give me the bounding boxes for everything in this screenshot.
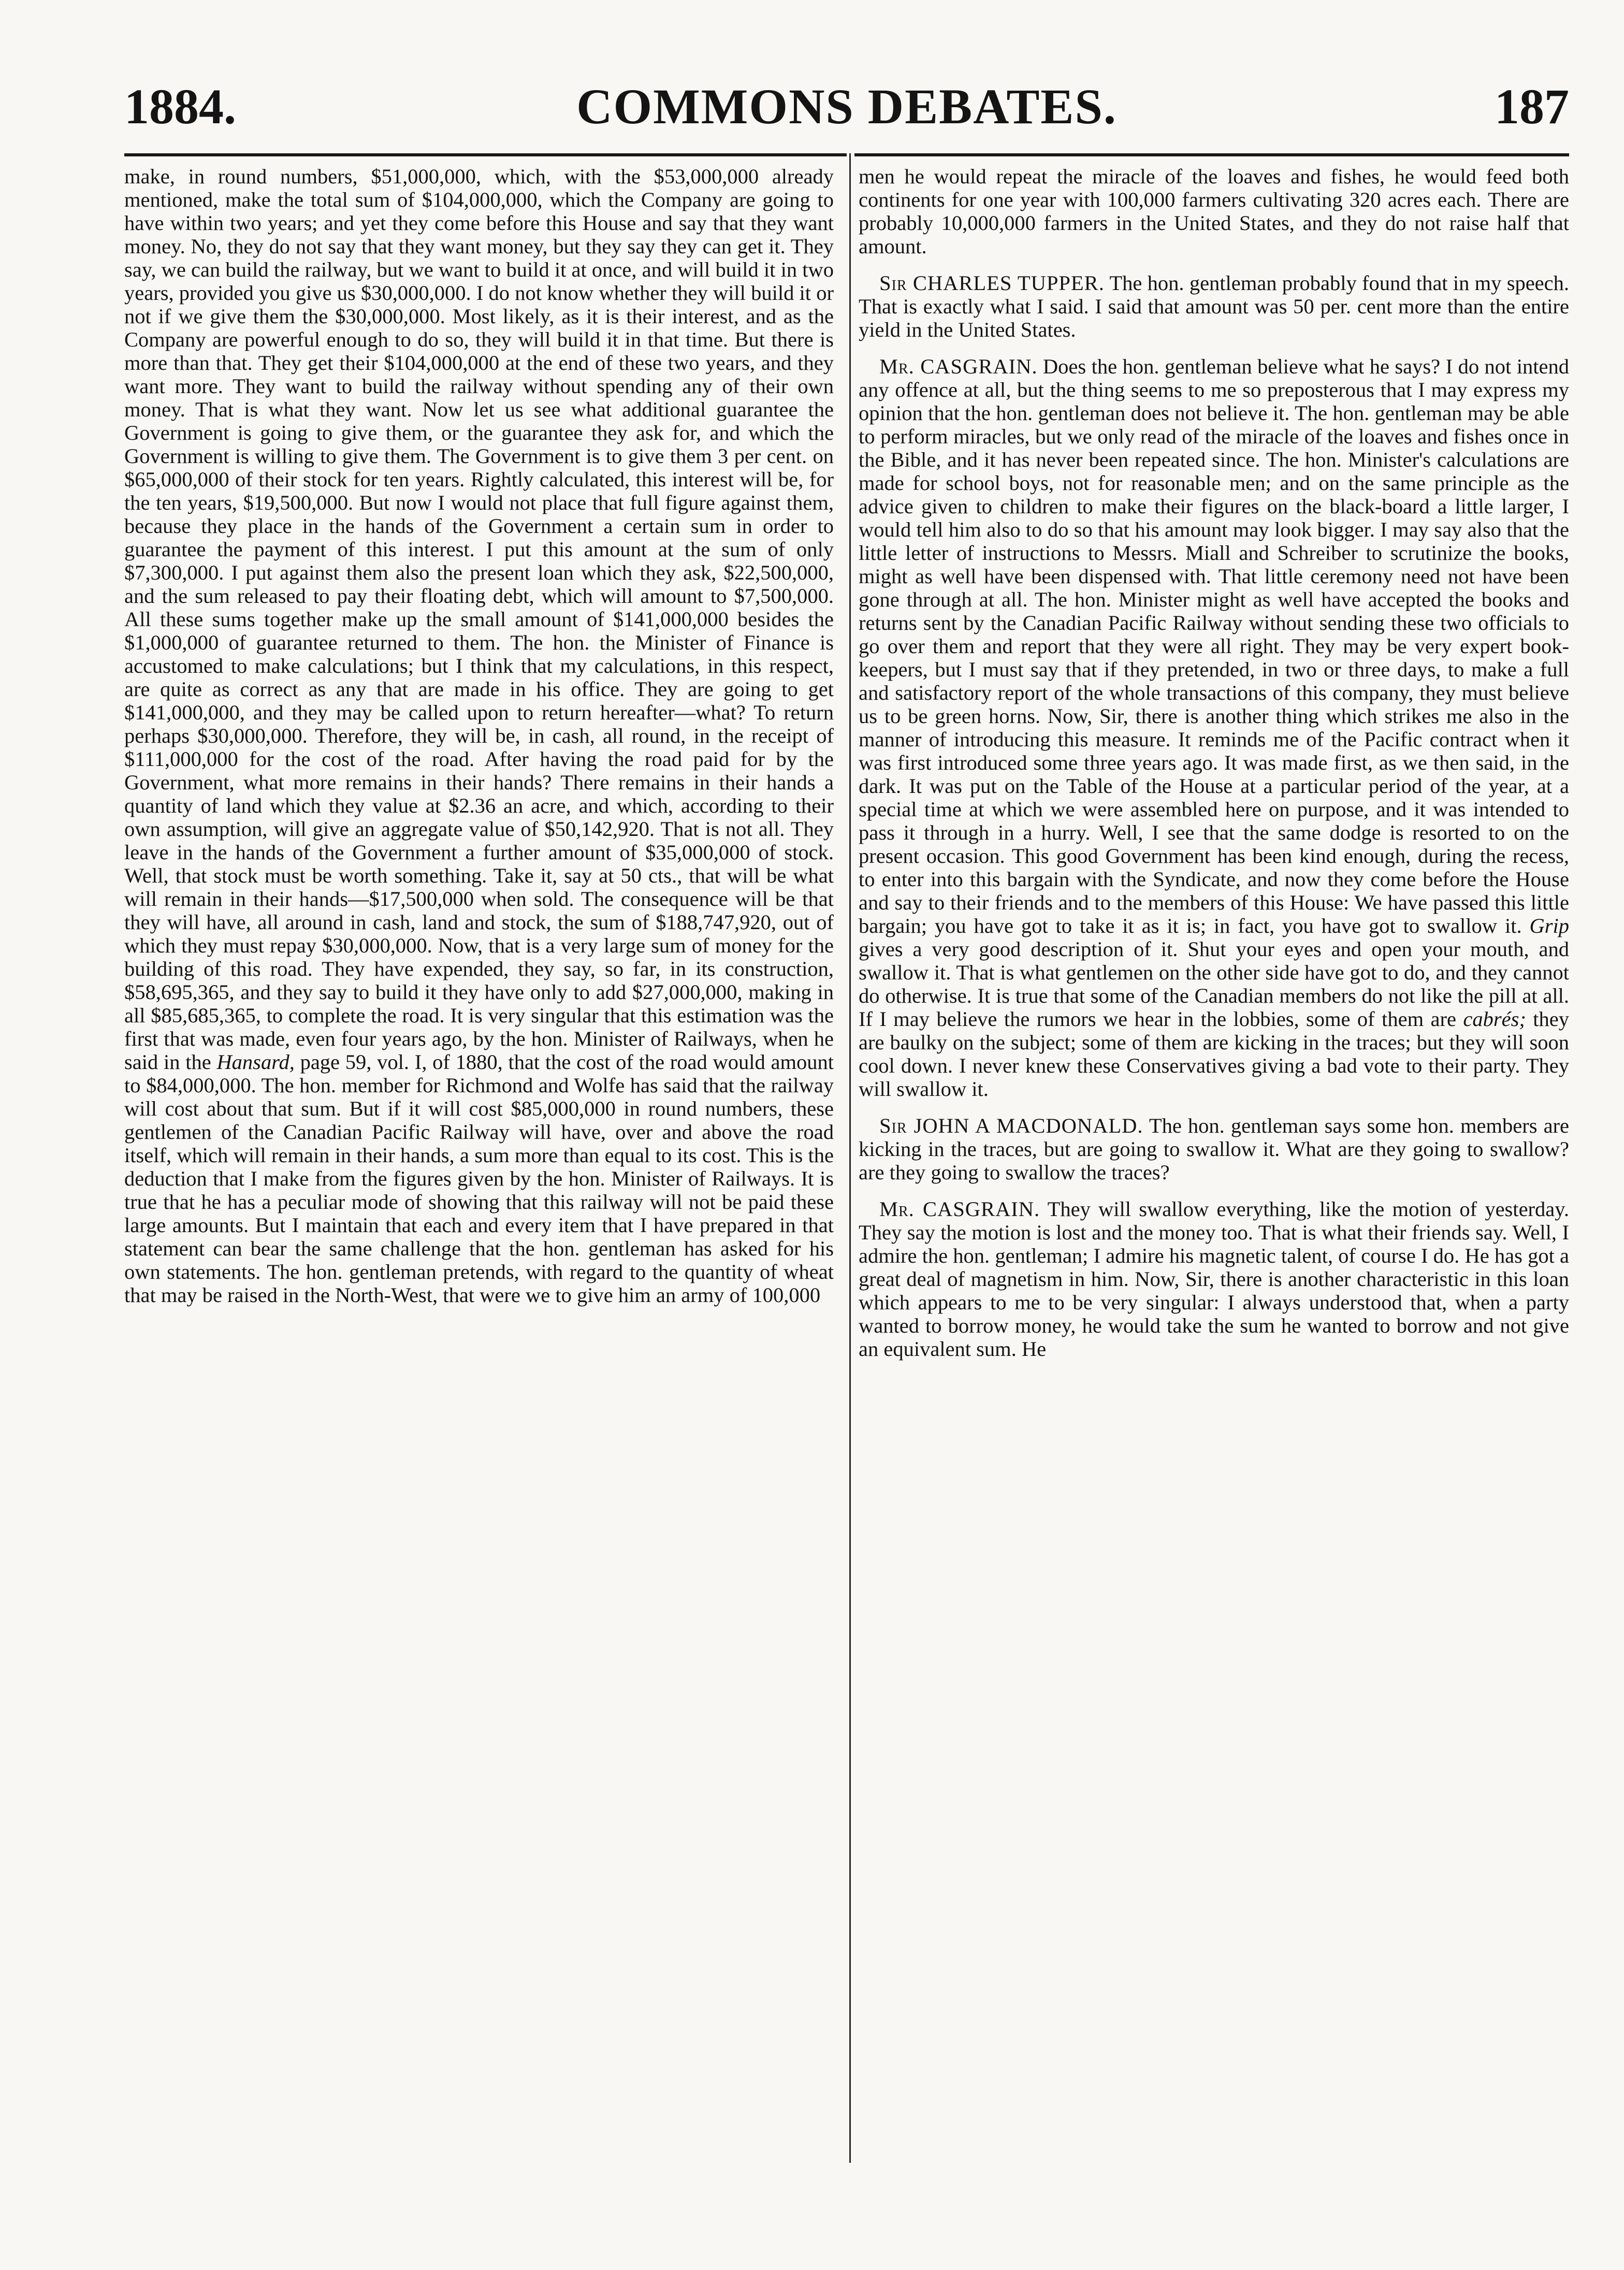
- right-paragraph-continued: men he would repeat the miracle of the loaves and fishes, he would feed both continents for one year with 100,000 farmers cultivating 320 acres each. There are probably 10,000,000 farmers in the United States, and they do not raise half that amount.: [859, 165, 1569, 258]
- header-rule-right: [854, 153, 1569, 156]
- page-number: 187: [1495, 79, 1569, 134]
- header-title: COMMONS DEBATES.: [576, 79, 1117, 134]
- speech-tupper: [859, 271, 1569, 341]
- speaker-name: Mr. CASGRAIN.: [879, 355, 1038, 378]
- speech-text: gives a very good description of it. Shut your eyes and open your mouth, and swallow it. That is what gentlemen on the other side have got to do, and they cannot do otherwise. It is true that some of the Canadian members do not like the pill at all. If I may believe the rumors we hear in the lobbies, some of them are: [859, 937, 1569, 1031]
- left-paragraph: [124, 165, 834, 1307]
- cabres-italic: cabrés;: [1463, 1007, 1526, 1031]
- speaker-name: Mr. CASGRAIN.: [879, 1197, 1040, 1221]
- right-column: [859, 165, 1569, 1361]
- speech-text: they are baulky on the subject; some of them are kicking in the traces; but they will soon cool down. I never knew these Conservatives giving a bad vote to their party. They will swallow it.: [859, 1007, 1569, 1101]
- column-divider: [849, 153, 851, 2163]
- speaker-name: Sir JOHN A MACDONALD.: [879, 1114, 1143, 1137]
- speech-text: Does the hon. gentleman believe what he says? I do not intend any offence at all, but the thing seems to me so preposterous that I may express my opinion that the hon. gentleman does not believe it. The hon. gentleman may be able to perform miracles, but we only read of the miracle of the loaves and fishes once in the Bible, and it has never been repeated since. The hon. Minister's calculations are made for school boys, not for reasonable men; and on the same principle as the advice given to children to make their figures on the black-board a little larger, I would tell him also to do so that his amount may look bigger. I may say also that the little letter of instructions to Messrs. Miall and Schreiber to scrutinize the books, might as well have been dispensed with. That little ceremony need not have been gone through at all. The hon. Minister might as well have accepted the books and returns sent by the Canadian Pacific Railway without sending these two officials to go over them and report that they were all right. They may be very expert book-keepers, but I must say that if they pretended, in two or three days, to make a full and satisfactory report of the whole transactions of this company, they must believe us to be green horns. Now, Sir, there is another thing which strikes me also in the manner of introducing this measure. It reminds me of the Pacific contract when it was first introduced some three years ago. It was made first, as we then said, in the dark. It was put on the Table of the House at a particular period of the year, at a special time at which we were assembled here on purpose, and it was intended to pass it through in a hurry. Well, I see that the same dodge is resorted to on the present occasion. This good Government has been kind enough, during the recess, to enter into this bargain with the Syndicate, and now they come before the House and say to their friends and to the members of this House: We have passed this little bargain; you have got to take it as it is; in fact, you have got to swallow it.: [859, 355, 1569, 937]
- speech-text: The hon. gentleman probably found that in my speech. That is exactly what I said. I said that amount was 50 per. cent more than the entire yield in the United States.: [859, 271, 1570, 341]
- speech-macdonald: [859, 1114, 1569, 1184]
- left-text-b: page 59, vol. I, of 1880, that the cost of the road would amount to $84,000,000. The hon. member for Richmond and Wolfe has said that the railway will cost about that sum. But if it will cost $85,000,000 in round numbers, these gentlemen of the Canadian Pacific Railway will have, over and above the road itself, which will remain in their hands, a sum more than equal to its cost. This is the deduction that I make from the figures given by the hon. Minister of Railways. It is true that he has a peculiar mode of showing that this railway will not be paid these large amounts. But I maintain that each and every item that I have prepared in that statement can bear the same challenge that the hon. gentleman has asked for his own statements. The hon. gentleman pretends, with regard to the quantity of wheat that may be raised in the North-West, that were we to give him an army of 100,000: [124, 1050, 834, 1307]
- speech-casgrain-2: [859, 1197, 1569, 1361]
- speech-text: They will swallow everything, like the motion of yesterday. They say the motion is lost and the money too. That is what their friends say. Well, I admire the hon. gentleman; I admire his magnetic talent, of course I do. He has got a great deal of magnetism in him. Now, Sir, there is another characteristic in this loan which appears to me to be very singular: I always understood that, when a party wanted to borrow money, he would take the sum he wanted to borrow and not give an equivalent sum. He: [859, 1197, 1569, 1361]
- page-header: [124, 78, 1569, 145]
- grip-italic: Grip: [1529, 914, 1569, 937]
- header-year: 1884.: [124, 79, 236, 134]
- header-rule-left: [124, 153, 847, 156]
- speech-text: The hon. gentleman says some hon. members are kicking in the traces, but are going to swallow it. What are they going to swallow? are they going to swallow the traces?: [859, 1114, 1570, 1184]
- speech-casgrain-1: [859, 355, 1569, 1101]
- left-column: [124, 165, 834, 1307]
- hansard-italic: Hansard,: [216, 1050, 295, 1074]
- left-text-a: make, in round numbers, $51,000,000, which, with the $53,000,000 already mentioned, make the total sum of $104,000,000, which the Company are going to have within two years; and yet they come before this House and say that they want money. No, they do not say that they want money, but they say they can get it. They say, we can build the railway, but we want to build it at once, and will build it in two years, provided you give us $30,000,000. I do not know whether they will build it or not if we give them the $30,000,000. Most likely, as it is their interest, and as the Company are powerful enough to do so, they will build it in that time. But there is more than that. They get their $104,000,000 at the end of these two years, and they want more. They want to build the railway without spending any of their own money. That is what they want. Now let us see what additional guarantee the Government is going to give them, or the guarantee they ask for, and which the Government is willing to give them. The Government is to give them 3 per cent. on $65,000,000 of their stock for ten years. Rightly calculated, this interest will be, for the ten years, $19,500,000. But now I would not place that full figure against them, because they place in the hands of the Government a certain sum in order to guarantee the payment of this interest. I put this amount at the sum of only $7,300,000. I put against them also the present loan which they ask, $22,500,000, and the sum released to pay their floating debt, which will amount to $7,500,000. All these sums together make up the small amount of $141,000,000 besides the $1,000,000 of guarantee returned to them. The hon. the Minister of Finance is accustomed to make calculations; but I think that my calculations, in this respect, are quite as correct as any that are made in his office. They are going to get $141,000,000, and they may be called upon to return hereafter—what? To return perhaps $30,000,000. Therefore, they will be, in cash, all round, in the receipt of $111,000,000 for the cost of the road. After having the road paid for by the Government, what more remains in their hands? There remains in their hands a quantity of land which they value at $2.36 an acre, and which, according to their own assumption, will give an aggregate value of $50,142,920. That is not all. They leave in the hands of the Government a further amount of $35,000,000 of stock. Well, that stock must be worth something. Take it, say at 50 cts., that will be what will remain in their hands—$17,500,000 when sold. The consequence will be that they will have, all around in cash, land and stock, the sum of $188,747,920, out of which they must repay $30,000,000. Now, that is a very large sum of money for the building of this road. They have expended, they say, so far, in its construction, $58,695,365, and they say to build it they have only to add $27,000,000, making in all $85,685,365, to complete the road. It is very singular that this estimation was the first that was made, even four years ago, by the hon. Minister of Railways, when he said in the: [124, 165, 834, 1074]
- speaker-name: Sir CHARLES TUPPER.: [879, 271, 1105, 295]
